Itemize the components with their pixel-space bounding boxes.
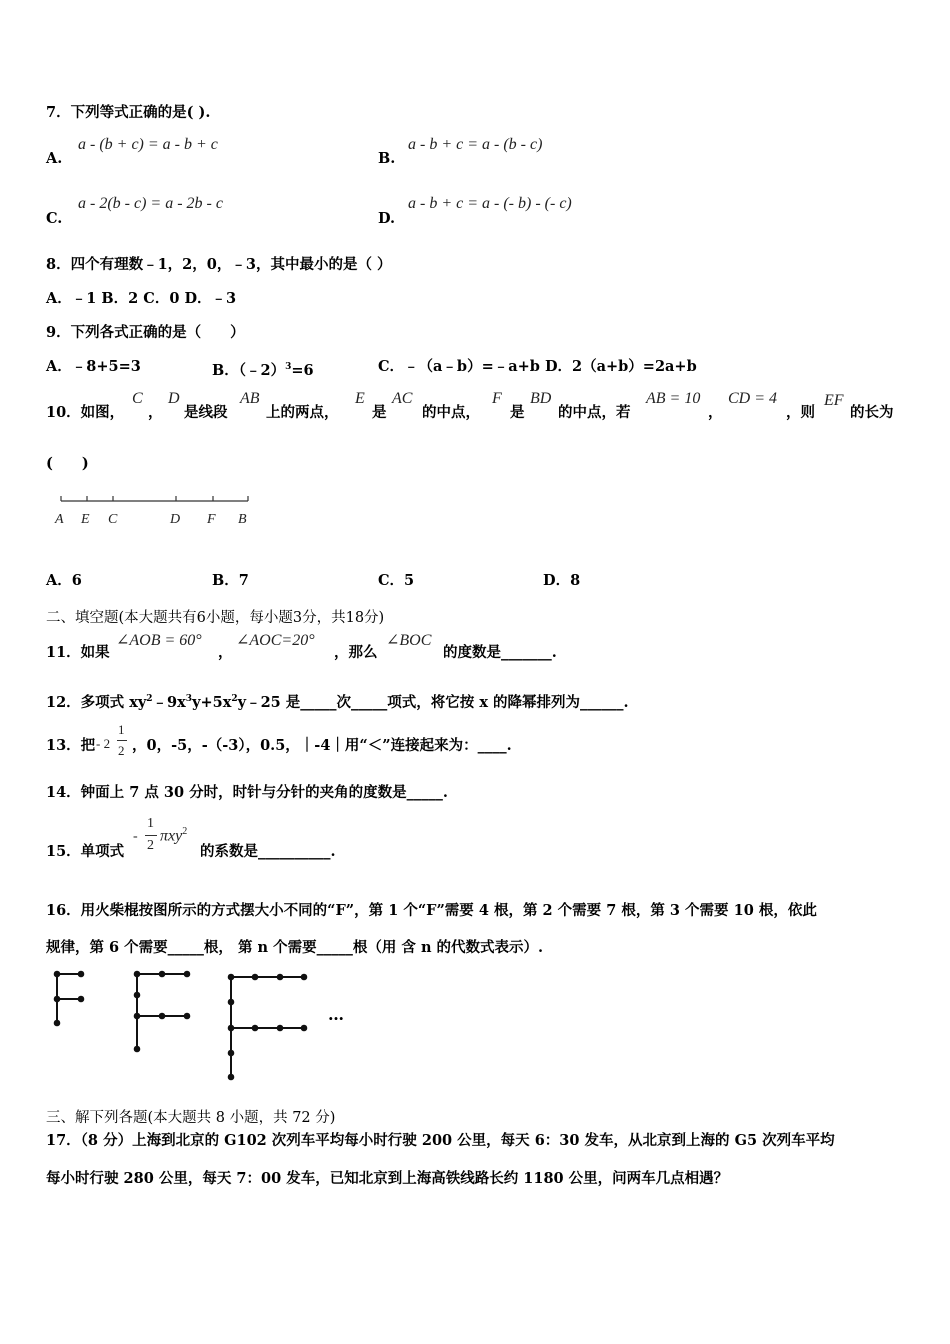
q10-line-segment-figure (50, 490, 260, 535)
q7-stem: 7．下列等式正确的是( ). (46, 104, 211, 121)
q10-comma-2: ， (708, 404, 723, 421)
q10-point-e: E (355, 390, 365, 407)
q7-option-d-label: D. (378, 210, 396, 227)
figure-label-c: C (108, 512, 118, 527)
section-2-heading: 二、填空题(本大题共有6小题，每小题3分，共18分) (46, 610, 385, 626)
q10-text-3: 是 (372, 404, 387, 421)
q12-mid-2: y+5x (192, 693, 232, 711)
figure-label-f: F (207, 512, 216, 527)
matchstick-f-3 (229, 975, 307, 1080)
q10-text-5: 是 (510, 404, 525, 421)
q17-line-1: 17．（8 分）上海到北京的 G102 次列车平均每小时行驶 200 公里，每天 6：30 发车，从北京到上海的 G5 次列车平均 (46, 1132, 835, 1149)
q15-monomial (160, 826, 187, 845)
q10-comma-1: ， (148, 404, 163, 421)
q7-option-b-expr: a - b + c = a - (b - c) (408, 136, 543, 153)
q15-monomial-body: πxy (160, 827, 183, 845)
figure-label-d: D (170, 512, 181, 527)
q10-option-d: D．8 (543, 572, 581, 589)
q7-option-b-label: B. (378, 150, 396, 167)
q10-text-4: 的中点， (422, 404, 480, 421)
q12-pre: 12．多项式 xy (46, 693, 147, 711)
q10-point-d: D (168, 390, 180, 407)
q15-fraction-numerator: 1 (147, 816, 154, 831)
q7-option-a-expr: a - (b + c) = a - b + c (78, 136, 218, 153)
q10-segment-bd: BD (530, 390, 552, 407)
q8-options: A．﹣1 B．2 C．0 D．﹣3 (46, 290, 237, 307)
q11-angle-aoc: ∠AOC=20° (236, 632, 315, 649)
q9-option-b-post: =6 (291, 361, 314, 379)
q15-minus: - (133, 829, 138, 844)
q11-angle-boc: ∠BOC (386, 632, 432, 649)
q9-stem: 9．下列各式正确的是（ ） (46, 324, 245, 341)
q12-text (46, 690, 629, 712)
q15-post: 的系数是__________. (200, 843, 336, 860)
q10-point-c: C (132, 390, 143, 407)
figure-label-a: A (55, 512, 64, 527)
q12-exp-1: 2 (146, 694, 153, 704)
q16-line-2: 规律，第 6 个需要_____根， 第 n 个需要_____根（用 含 n 的代数式表示）. (46, 939, 544, 956)
q9-options-c-d: C．﹣（a﹣b）=﹣a+b D．2（a+b）=2a+b (378, 358, 697, 375)
q9-option-b (212, 358, 314, 380)
figure-label-b: B (238, 512, 247, 527)
q10-text-8: 的长为 (850, 404, 894, 421)
section-3-heading: 三、解下列各题(本大题共 8 小题，共 72 分) (46, 1110, 336, 1126)
q12-exp-3: 2 (231, 694, 238, 704)
q15-fraction-bar (145, 835, 157, 836)
q12-exp-2: 3 (185, 694, 193, 704)
q10-segment-ef: EF (824, 392, 844, 409)
q9-option-b-pre: B．（﹣2） (212, 361, 286, 379)
q9-option-b-exponent: 3 (285, 362, 292, 372)
q7-option-c-expr: a - 2(b - c) = a - 2b - c (78, 195, 223, 212)
q13-post: ，0，-5，-（-3），0.5，｜-4｜用“＜”连接起来为：____. (132, 737, 512, 754)
q11-tail: 的度数是_______. (443, 644, 557, 661)
q13-fraction-numerator: 1 (118, 722, 125, 737)
q14-text: 14．钟面上 7 点 30 分时，时针与分针的夹角的度数是_____. (46, 784, 448, 801)
figure-label-e: E (81, 512, 90, 527)
q7-option-a-label: A. (46, 150, 63, 167)
q11-angle-aob: ∠AOB = 60° (116, 632, 202, 649)
q12-post: y﹣25 是_____次_____项式，将它按 x 的降幂排列为______. (237, 693, 629, 711)
q7-option-d-expr: a - b + c = a - (- b) - (- c) (408, 195, 572, 212)
q11-comma: ， (218, 644, 233, 661)
q13-fraction-denominator: 2 (118, 743, 125, 758)
q15-fraction-denominator: 2 (147, 838, 154, 853)
q10-segment-ac: AC (392, 390, 413, 407)
q9-option-a: A．﹣8+5=3 (46, 358, 141, 375)
q10-text-7: ，则 (786, 404, 815, 421)
q10-text-6: 的中点，若 (558, 404, 631, 421)
q16-line-1: 16．用火柴棍按图所示的方式摆大小不同的“F”，第 1 个“F”需要 4 根，第 2 个需要 7 根，第 3 个需要 10 根，依此 (46, 902, 817, 919)
q17-line-2: 每小时行驶 280 公里，每天 7：00 发车，已知北京到上海高铁线路长约 1180 公里，问两车几点相遇？ (46, 1170, 729, 1187)
q13-minus-two: - 2 (96, 736, 111, 751)
matchstick-f-2 (135, 972, 190, 1052)
q16-ellipsis: … (328, 1005, 344, 1024)
q16-matchstick-figure (48, 965, 358, 1083)
q8-stem: 8．四个有理数﹣1，2，0，﹣3，其中最小的是（ ） (46, 256, 392, 273)
q10-number: 10．如图， (46, 404, 125, 421)
q10-point-f: F (492, 390, 502, 407)
q7-option-c-label: C. (46, 210, 63, 227)
q15-exponent: 2 (182, 826, 188, 837)
q10-answer-parens: ( ) (46, 455, 89, 472)
q10-segment-ab: AB (240, 390, 260, 407)
q11-number: 11．如果 (46, 644, 110, 661)
q10-cd-equals-4: CD = 4 (728, 390, 778, 407)
q13-fraction-bar (117, 740, 127, 741)
q15-pre: 15．单项式 (46, 843, 125, 860)
q10-option-b: B．7 (212, 572, 249, 589)
q11-then: ，那么 (334, 644, 378, 661)
q13-pre: 13．把 (46, 737, 96, 754)
q10-option-c: C．5 (378, 572, 415, 589)
q10-text-2: 上的两点， (266, 404, 339, 421)
q10-option-a: A．6 (46, 572, 82, 589)
q12-mid-1: ﹣9x (152, 693, 186, 711)
q10-text-1: 是线段 (184, 404, 228, 421)
matchstick-f-1 (55, 972, 84, 1026)
q10-ab-equals-10: AB = 10 (646, 390, 701, 407)
